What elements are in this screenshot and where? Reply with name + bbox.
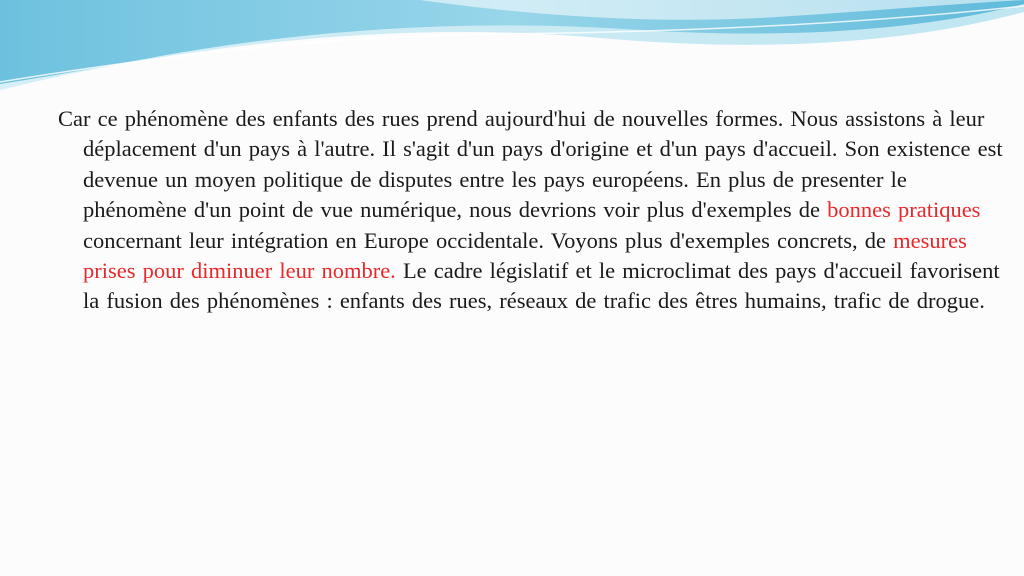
wave-header-decoration	[0, 0, 1024, 100]
highlight-mesures-prises: mesures prises pour diminuer leur nombre.	[83, 227, 967, 284]
paragraph-text-2: concernant leur intégration en Europe occidentale. Voyons plus d'exemples concrets, de	[83, 227, 894, 253]
wave-main	[0, 0, 1024, 84]
paragraph-text-3: Le cadre législatif et le microclimat des pays d'accueil favorisent la fusion des phénomènes : enfants des rues, réseaux de trafic des êtres humains, trafic de drogue.	[83, 258, 1000, 314]
highlight-bonnes-pratiques: bonnes pratiques	[827, 197, 981, 223]
body-paragraph	[58, 104, 1003, 317]
paragraph-text-1: Car ce phénomène des enfants des rues prend aujourd'hui de nouvelles formes. Nous assistons à leur déplacement d'un pays à l'autre. Il s'agit d'un pays d'origine et d'un pays d'accueil. Son existence est devenue un moyen politique de disputes entre les pays européens. En plus de presenter le phénomène d'un point de vue numérique, nous devrions voir plus d'exemples de	[58, 106, 1003, 223]
